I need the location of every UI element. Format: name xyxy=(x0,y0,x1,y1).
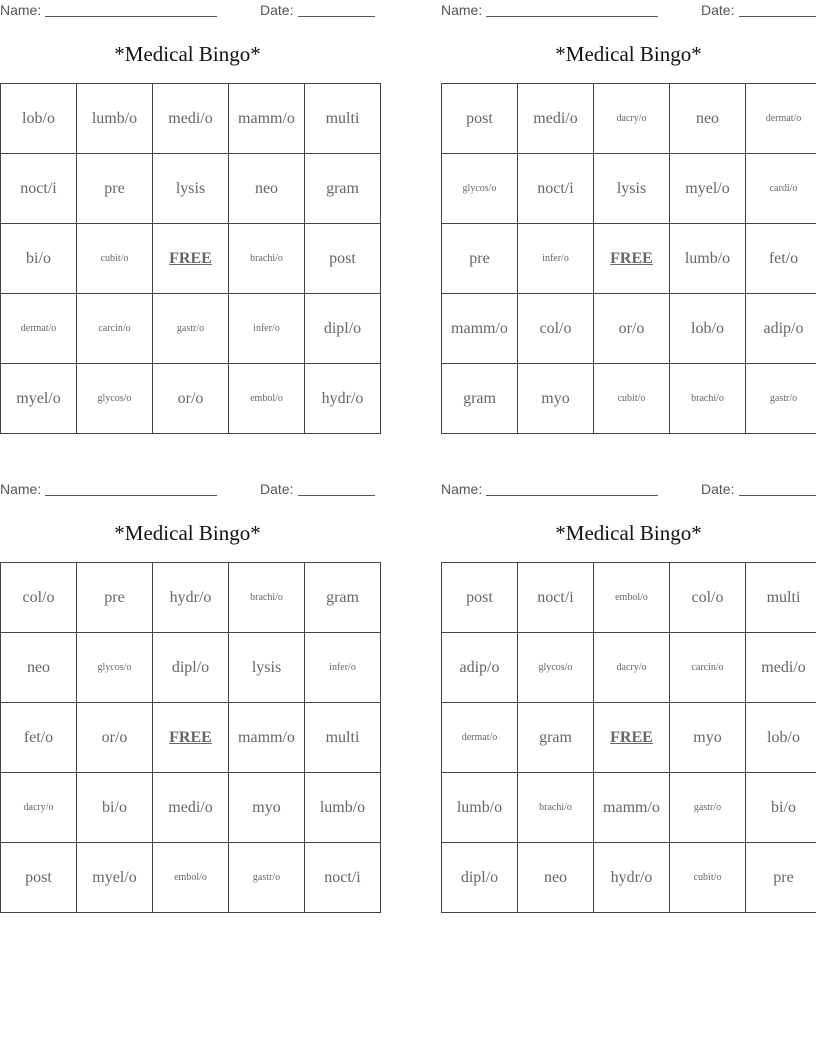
bingo-cell: medi/o xyxy=(153,84,229,154)
bingo-cell: dipl/o xyxy=(305,294,381,364)
bingo-cell: col/o xyxy=(670,563,746,633)
bingo-cell: noct/i xyxy=(1,154,77,224)
bingo-cell: dipl/o xyxy=(153,633,229,703)
grid-row xyxy=(1,294,381,364)
grid-row xyxy=(1,154,381,224)
bingo-cell: myo xyxy=(670,703,746,773)
bingo-cell: cubit/o xyxy=(77,224,153,294)
bingo-cell: infer/o xyxy=(518,224,594,294)
bingo-cell: brachi/o xyxy=(670,364,746,434)
bingo-cell: dacry/o xyxy=(594,633,670,703)
card-title: *Medical Bingo* xyxy=(114,521,261,545)
bingo-cell: multi xyxy=(746,563,816,633)
date-label: Date: xyxy=(701,481,735,497)
bingo-cell: neo xyxy=(1,633,77,703)
bingo-cell: cubit/o xyxy=(594,364,670,434)
bingo-card-4 xyxy=(441,479,816,886)
date-blank xyxy=(739,16,816,17)
grid-row xyxy=(1,224,381,294)
bingo-cell: dermat/o xyxy=(442,703,518,773)
grid-row xyxy=(1,364,381,434)
grid-row xyxy=(442,84,816,154)
name-blank xyxy=(45,16,217,17)
grid-row xyxy=(442,843,816,913)
bingo-cell: cardi/o xyxy=(746,154,816,224)
free-space-cell: FREE xyxy=(594,703,670,773)
bingo-cell: neo xyxy=(229,154,305,224)
bingo-grid xyxy=(0,83,381,434)
bingo-cell: dacry/o xyxy=(594,84,670,154)
bingo-cell: glycos/o xyxy=(518,633,594,703)
bingo-cell: pre xyxy=(442,224,518,294)
grid-row xyxy=(442,773,816,843)
name-blank xyxy=(45,495,217,496)
grid-row xyxy=(442,633,816,703)
grid-row xyxy=(442,224,816,294)
bingo-cell: medi/o xyxy=(518,84,594,154)
grid-row xyxy=(1,84,381,154)
grid-row xyxy=(442,294,816,364)
bingo-cell: hydr/o xyxy=(305,364,381,434)
name-label: Name: xyxy=(441,2,483,18)
bingo-cell: brachi/o xyxy=(229,224,305,294)
bingo-cell: hydr/o xyxy=(153,563,229,633)
bingo-cell: brachi/o xyxy=(518,773,594,843)
bingo-cell: hydr/o xyxy=(594,843,670,913)
bingo-cell: infer/o xyxy=(305,633,381,703)
bingo-cell: post xyxy=(1,843,77,913)
bingo-cell: neo xyxy=(518,843,594,913)
bingo-cell: myo xyxy=(518,364,594,434)
date-label: Date: xyxy=(260,2,294,18)
bingo-cell: gastr/o xyxy=(746,364,816,434)
bingo-card-3 xyxy=(0,479,375,886)
bingo-cell: dermat/o xyxy=(1,294,77,364)
bingo-cell: myel/o xyxy=(670,154,746,224)
date-label: Date: xyxy=(260,481,294,497)
bingo-grid xyxy=(441,562,816,913)
bingo-cell: glycos/o xyxy=(77,364,153,434)
grid-row xyxy=(1,633,381,703)
bingo-cell: bi/o xyxy=(1,224,77,294)
bingo-cell: myel/o xyxy=(77,843,153,913)
card-header xyxy=(0,479,375,499)
bingo-cell: medi/o xyxy=(746,633,816,703)
date-blank xyxy=(739,495,816,496)
free-space-cell: FREE xyxy=(153,224,229,294)
bingo-cell: gastr/o xyxy=(229,843,305,913)
grid-row xyxy=(1,843,381,913)
bingo-cell: fet/o xyxy=(1,703,77,773)
bingo-cell: lob/o xyxy=(1,84,77,154)
bingo-cell: lumb/o xyxy=(442,773,518,843)
bingo-cell: dipl/o xyxy=(442,843,518,913)
bingo-cell: post xyxy=(442,563,518,633)
bingo-grid xyxy=(0,562,381,913)
bingo-cell: col/o xyxy=(1,563,77,633)
grid-row xyxy=(442,154,816,224)
date-blank xyxy=(298,16,375,17)
bingo-cell: lysis xyxy=(229,633,305,703)
free-space-cell: FREE xyxy=(594,224,670,294)
bingo-cell: noct/i xyxy=(518,563,594,633)
grid-row xyxy=(1,703,381,773)
name-blank xyxy=(486,495,658,496)
bingo-cell: mamm/o xyxy=(594,773,670,843)
bingo-cell: multi xyxy=(305,84,381,154)
bingo-card-2 xyxy=(441,0,816,407)
bingo-cell: fet/o xyxy=(746,224,816,294)
bingo-cell: noct/i xyxy=(305,843,381,913)
bingo-cell: gram xyxy=(305,154,381,224)
bingo-cell: carcin/o xyxy=(670,633,746,703)
card-title: *Medical Bingo* xyxy=(555,42,702,66)
bingo-cell: cubit/o xyxy=(670,843,746,913)
bingo-cell: myo xyxy=(229,773,305,843)
bingo-cell: glycos/o xyxy=(442,154,518,224)
bingo-cell: multi xyxy=(305,703,381,773)
bingo-cell: myel/o xyxy=(1,364,77,434)
bingo-cell: mamm/o xyxy=(229,84,305,154)
bingo-cell: lumb/o xyxy=(305,773,381,843)
bingo-cell: bi/o xyxy=(746,773,816,843)
bingo-cell: mamm/o xyxy=(442,294,518,364)
free-space-cell: FREE xyxy=(153,703,229,773)
bingo-cell: bi/o xyxy=(77,773,153,843)
bingo-cell: pre xyxy=(746,843,816,913)
name-label: Name: xyxy=(441,481,483,497)
bingo-cell: post xyxy=(305,224,381,294)
bingo-cell: gastr/o xyxy=(153,294,229,364)
bingo-cell: gram xyxy=(442,364,518,434)
name-label: Name: xyxy=(0,481,42,497)
date-label: Date: xyxy=(701,2,735,18)
bingo-cell: noct/i xyxy=(518,154,594,224)
bingo-cell: pre xyxy=(77,154,153,224)
bingo-cell: lysis xyxy=(594,154,670,224)
card-header xyxy=(441,479,816,499)
bingo-cell: embol/o xyxy=(153,843,229,913)
bingo-cell: embol/o xyxy=(594,563,670,633)
card-title: *Medical Bingo* xyxy=(555,521,702,545)
bingo-cell: or/o xyxy=(594,294,670,364)
grid-row xyxy=(442,563,816,633)
bingo-cell: pre xyxy=(77,563,153,633)
bingo-cell: gastr/o xyxy=(670,773,746,843)
bingo-cell: or/o xyxy=(77,703,153,773)
card-title: *Medical Bingo* xyxy=(114,42,261,66)
date-blank xyxy=(298,495,375,496)
bingo-cell: lysis xyxy=(153,154,229,224)
bingo-cell: col/o xyxy=(518,294,594,364)
bingo-cell: post xyxy=(442,84,518,154)
grid-row xyxy=(1,563,381,633)
bingo-cell: adip/o xyxy=(442,633,518,703)
bingo-cell: embol/o xyxy=(229,364,305,434)
bingo-grid xyxy=(441,83,816,434)
bingo-cell: gram xyxy=(305,563,381,633)
bingo-cell: neo xyxy=(670,84,746,154)
bingo-cell: carcin/o xyxy=(77,294,153,364)
bingo-cell: or/o xyxy=(153,364,229,434)
grid-row xyxy=(442,703,816,773)
bingo-cell: lob/o xyxy=(670,294,746,364)
bingo-cell: adip/o xyxy=(746,294,816,364)
bingo-cell: gram xyxy=(518,703,594,773)
bingo-cell: lob/o xyxy=(746,703,816,773)
bingo-cell: lumb/o xyxy=(670,224,746,294)
grid-row xyxy=(1,773,381,843)
bingo-cell: lumb/o xyxy=(77,84,153,154)
bingo-cell: dermat/o xyxy=(746,84,816,154)
bingo-card-1 xyxy=(0,0,375,407)
name-blank xyxy=(486,16,658,17)
bingo-cell: infer/o xyxy=(229,294,305,364)
bingo-cell: dacry/o xyxy=(1,773,77,843)
card-header xyxy=(441,0,816,20)
grid-row xyxy=(442,364,816,434)
bingo-cell: glycos/o xyxy=(77,633,153,703)
name-label: Name: xyxy=(0,2,42,18)
bingo-cell: brachi/o xyxy=(229,563,305,633)
card-header xyxy=(0,0,375,20)
bingo-cell: medi/o xyxy=(153,773,229,843)
bingo-cell: mamm/o xyxy=(229,703,305,773)
